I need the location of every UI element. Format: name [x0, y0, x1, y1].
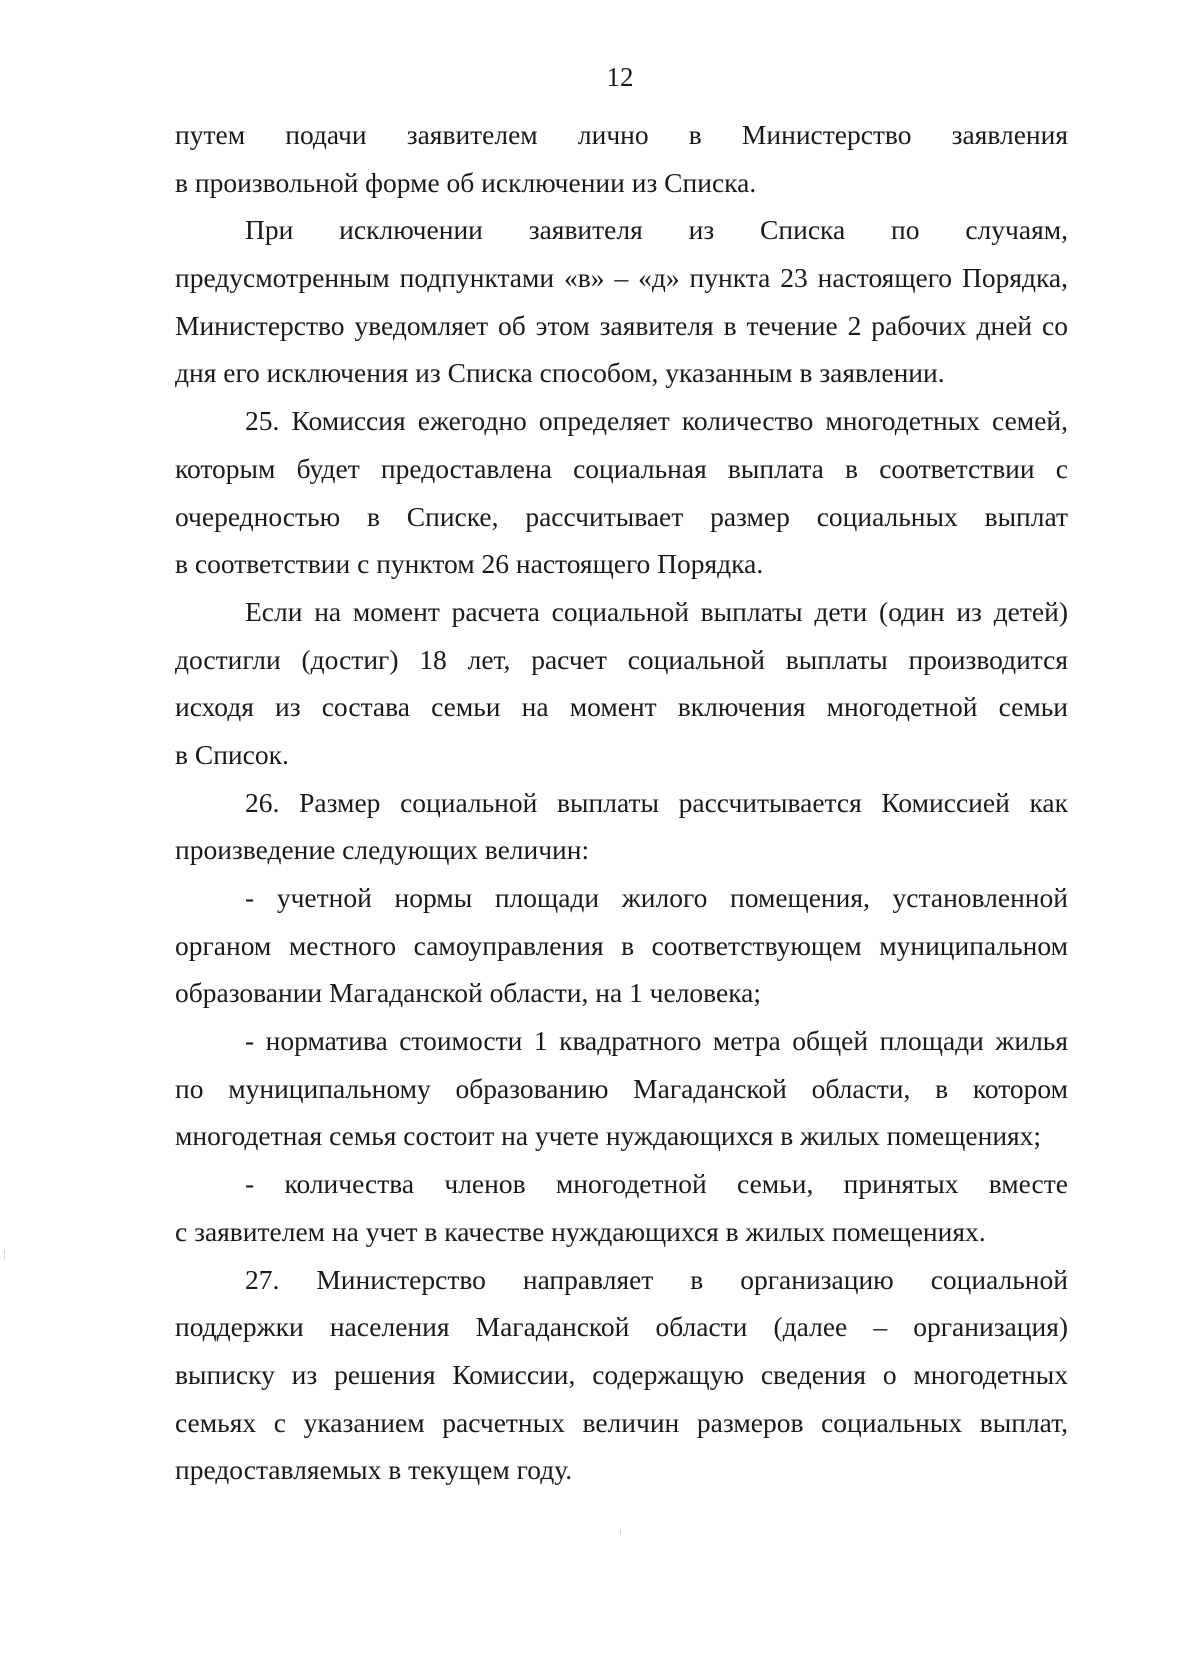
- text-line: Министерство уведомляет об этом заявителя в течение 2 рабочих дней со: [175, 309, 1068, 341]
- text-line: органом местного самоуправления в соответствующем муниципальном: [175, 929, 1068, 961]
- text-line: очередностью в Списке, рассчитывает размер социальных выплат: [175, 500, 1068, 532]
- paragraph: [175, 111, 1068, 206]
- text-line: предоставляемых в текущем году.: [175, 1454, 573, 1486]
- text-line: 25. Комиссия ежегодно определяет количество многодетных семей,: [245, 405, 1068, 437]
- paragraph: [175, 1017, 1068, 1160]
- text-line: При исключении заявителя из Списка по случаям,: [245, 214, 1068, 246]
- paragraph: [175, 1256, 1068, 1494]
- text-line: - количества членов многодетной семьи, принятых вместе: [245, 1168, 1068, 1200]
- text-line: многодетная семья состоит на учете нуждающихся в жилых помещениях;: [175, 1120, 1042, 1152]
- text-line: Если на момент расчета социальной выплаты дети (один из детей): [245, 595, 1068, 627]
- document-body: [175, 111, 1068, 1494]
- text-line: в Список.: [175, 738, 289, 770]
- text-line: образовании Магаданской области, на 1 человека;: [175, 977, 761, 1009]
- text-line: с заявителем на учет в качестве нуждающихся в жилых помещениях.: [175, 1215, 986, 1247]
- text-line: 26. Размер социальной выплаты рассчитывается Комиссией как: [245, 786, 1068, 818]
- text-line: семьях с указанием расчетных величин размеров социальных выплат,: [175, 1406, 1068, 1438]
- paragraph: [175, 1160, 1068, 1255]
- paragraph: [175, 588, 1068, 779]
- text-line: по муниципальному образованию Магаданской области, в котором: [175, 1072, 1068, 1104]
- text-line: в соответствии с пунктом 26 настоящего Порядка.: [175, 548, 764, 580]
- paragraph: [175, 779, 1068, 874]
- text-line: исходя из состава семьи на момент включения многодетной семьи: [175, 691, 1068, 723]
- text-line: 27. Министерство направляет в организацию социальной: [245, 1263, 1068, 1295]
- paragraph: [175, 206, 1068, 397]
- text-line: предусмотренным подпунктами «в» – «д» пункта 23 настоящего Порядка,: [175, 262, 1068, 294]
- paragraph: [175, 397, 1068, 588]
- text-line: поддержки населения Магаданской области (далее – организация): [175, 1311, 1068, 1343]
- text-line: выписку из решения Комиссии, содержащую сведения о многодетных: [175, 1358, 1068, 1390]
- text-line: произведение следующих величин:: [175, 834, 590, 866]
- text-line: в произвольной форме об исключении из Списка.: [175, 166, 757, 198]
- text-line: которым будет предоставлена социальная выплата в соответствии с: [175, 452, 1068, 484]
- scan-artifact: [620, 1528, 621, 1534]
- page-number: 12: [606, 62, 634, 92]
- text-line: дня его исключения из Списка способом, указанным в заявлении.: [175, 357, 945, 389]
- text-line: - норматива стоимости 1 квадратного метра общей площади жилья: [245, 1025, 1068, 1057]
- text-line: - учетной нормы площади жилого помещения, установленной: [245, 882, 1068, 913]
- paragraph: [175, 874, 1068, 1017]
- text-line: путем подачи заявителем лично в Министерство заявления: [175, 119, 1068, 150]
- scan-artifact: [4, 1250, 5, 1260]
- text-line: достигли (достиг) 18 лет, расчет социальной выплаты производится: [175, 643, 1068, 675]
